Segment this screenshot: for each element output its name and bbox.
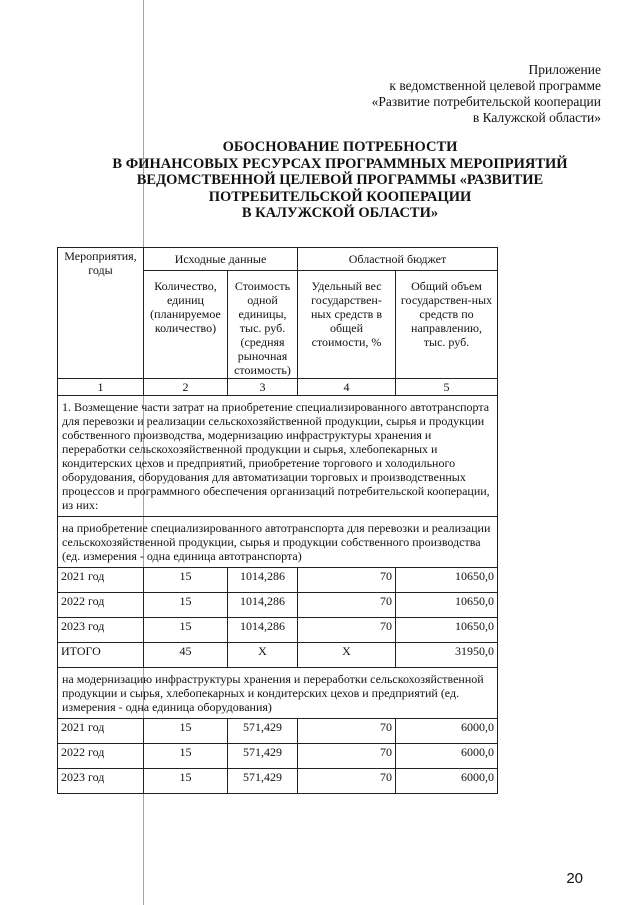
- row-unit-cost: 571,429: [228, 719, 298, 744]
- header-state-total: Общий объем государствен-ных средств по направлению, тыс. руб.: [396, 271, 498, 379]
- title-line: ПОТРЕБИТЕЛЬСКОЙ КООПЕРАЦИИ: [208, 188, 472, 205]
- title-line: ВЕДОМСТВЕННОЙ ЦЕЛЕВОЙ ПРОГРАММЫ «РАЗВИТИЕ: [136, 172, 544, 188]
- row-total: 6000,0: [396, 769, 498, 794]
- row-quantity: 15: [144, 618, 228, 643]
- total-label: ИТОГО: [58, 643, 144, 668]
- row-share: 70: [298, 593, 396, 618]
- row-year: 2021 год: [58, 719, 144, 744]
- table-row: [58, 769, 498, 794]
- row-share: 70: [298, 568, 396, 593]
- row-unit-cost: 1014,286: [228, 568, 298, 593]
- total-quantity: 45: [144, 643, 228, 668]
- column-number: 5: [396, 379, 498, 396]
- table-row: [58, 593, 498, 618]
- row-share: 70: [298, 618, 396, 643]
- row-year: 2023 год: [58, 618, 144, 643]
- column-number: 3: [228, 379, 298, 396]
- row-year: 2021 год: [58, 568, 144, 593]
- total-amount: 31950,0: [396, 643, 498, 668]
- row-total: 10650,0: [396, 568, 498, 593]
- subsection-transport-description: на приобретение специализированного автотранспорта для перевозки и реализации сельскохозяйственной продукции, сырья и продукции собственного производства (ед. измерения - одна единица автотранспорта): [58, 517, 498, 568]
- header-source-data: Исходные данные: [144, 248, 298, 271]
- document-title: [60, 139, 620, 222]
- appendix-line: «Развитие потребительской кооперации: [371, 94, 601, 109]
- row-share: 70: [298, 719, 396, 744]
- row-share: 70: [298, 744, 396, 769]
- total-row: [58, 643, 498, 668]
- row-year: 2023 год: [58, 769, 144, 794]
- row-quantity: 15: [144, 744, 228, 769]
- row-quantity: 15: [144, 593, 228, 618]
- column-number: 1: [58, 379, 144, 396]
- column-number: 2: [144, 379, 228, 396]
- row-year: 2022 год: [58, 593, 144, 618]
- table-row: [58, 719, 498, 744]
- row-unit-cost: 1014,286: [228, 618, 298, 643]
- section-1-description: 1. Возмещение части затрат на приобретение специализированного автотранспорта для перевозки и реализации сельскохозяйственной продукции, сырья и продукции собственного производства, модернизацию инфраструктуры хранения и переработки сельскохозяйственной продукции и сырья, хлебопекарных и кондитерских цехов и предприятий, приобретение торгового и холодильного оборудования, оборудования для автоматизации торговых и производственных процессов и программного обеспечения организаций потребительской кооперации, из них:: [58, 396, 498, 517]
- column-numbers-row: [58, 379, 498, 396]
- title-line: В КАЛУЖСКОЙ ОБЛАСТИ»: [241, 205, 439, 221]
- table-row: [58, 744, 498, 769]
- header-unit-cost: Стоимость одной единицы, тыс. руб. (средняя рыночная стоимость): [228, 271, 298, 379]
- header-state-share: Удельный вес государствен-ных средств в общей стоимости, %: [298, 271, 396, 379]
- total-unit-cost: Х: [228, 643, 298, 668]
- appendix-line: к ведомственной целевой программе: [389, 78, 601, 93]
- row-unit-cost: 571,429: [228, 769, 298, 794]
- column-number: 4: [298, 379, 396, 396]
- row-unit-cost: 571,429: [228, 744, 298, 769]
- funding-table: [57, 247, 498, 794]
- row-share: 70: [298, 769, 396, 794]
- row-quantity: 15: [144, 769, 228, 794]
- appendix-line: Приложение: [528, 62, 601, 77]
- header-quantity: Количество, единиц (планируемое количество): [144, 271, 228, 379]
- row-year: 2022 год: [58, 744, 144, 769]
- row-unit-cost: 1014,286: [228, 593, 298, 618]
- header-activities-years: Мероприятия, годы: [58, 248, 144, 379]
- page-number: 20: [566, 870, 583, 887]
- row-quantity: 15: [144, 568, 228, 593]
- subsection-modernization-description: на модернизацию инфраструктуры хранения и переработки сельскохозяйственной продукции и сырья, хлебопекарных и кондитерских цехов и предприятий (ед. измерения - одна единица оборудования): [58, 668, 498, 719]
- total-share: Х: [298, 643, 396, 668]
- table-row: [58, 568, 498, 593]
- table-row: [58, 618, 498, 643]
- row-total: 6000,0: [396, 744, 498, 769]
- header-regional-budget: Областной бюджет: [298, 248, 498, 271]
- row-total: 10650,0: [396, 618, 498, 643]
- appendix-note: [301, 62, 601, 126]
- row-quantity: 15: [144, 719, 228, 744]
- row-total: 6000,0: [396, 719, 498, 744]
- title-line: ОБОСНОВАНИЕ ПОТРЕБНОСТИ: [222, 139, 458, 155]
- appendix-line: в Калужской области»: [472, 110, 601, 125]
- row-total: 10650,0: [396, 593, 498, 618]
- title-line: В ФИНАНСОВЫХ РЕСУРСАХ ПРОГРАММНЫХ МЕРОПРИЯТИЙ: [112, 155, 568, 172]
